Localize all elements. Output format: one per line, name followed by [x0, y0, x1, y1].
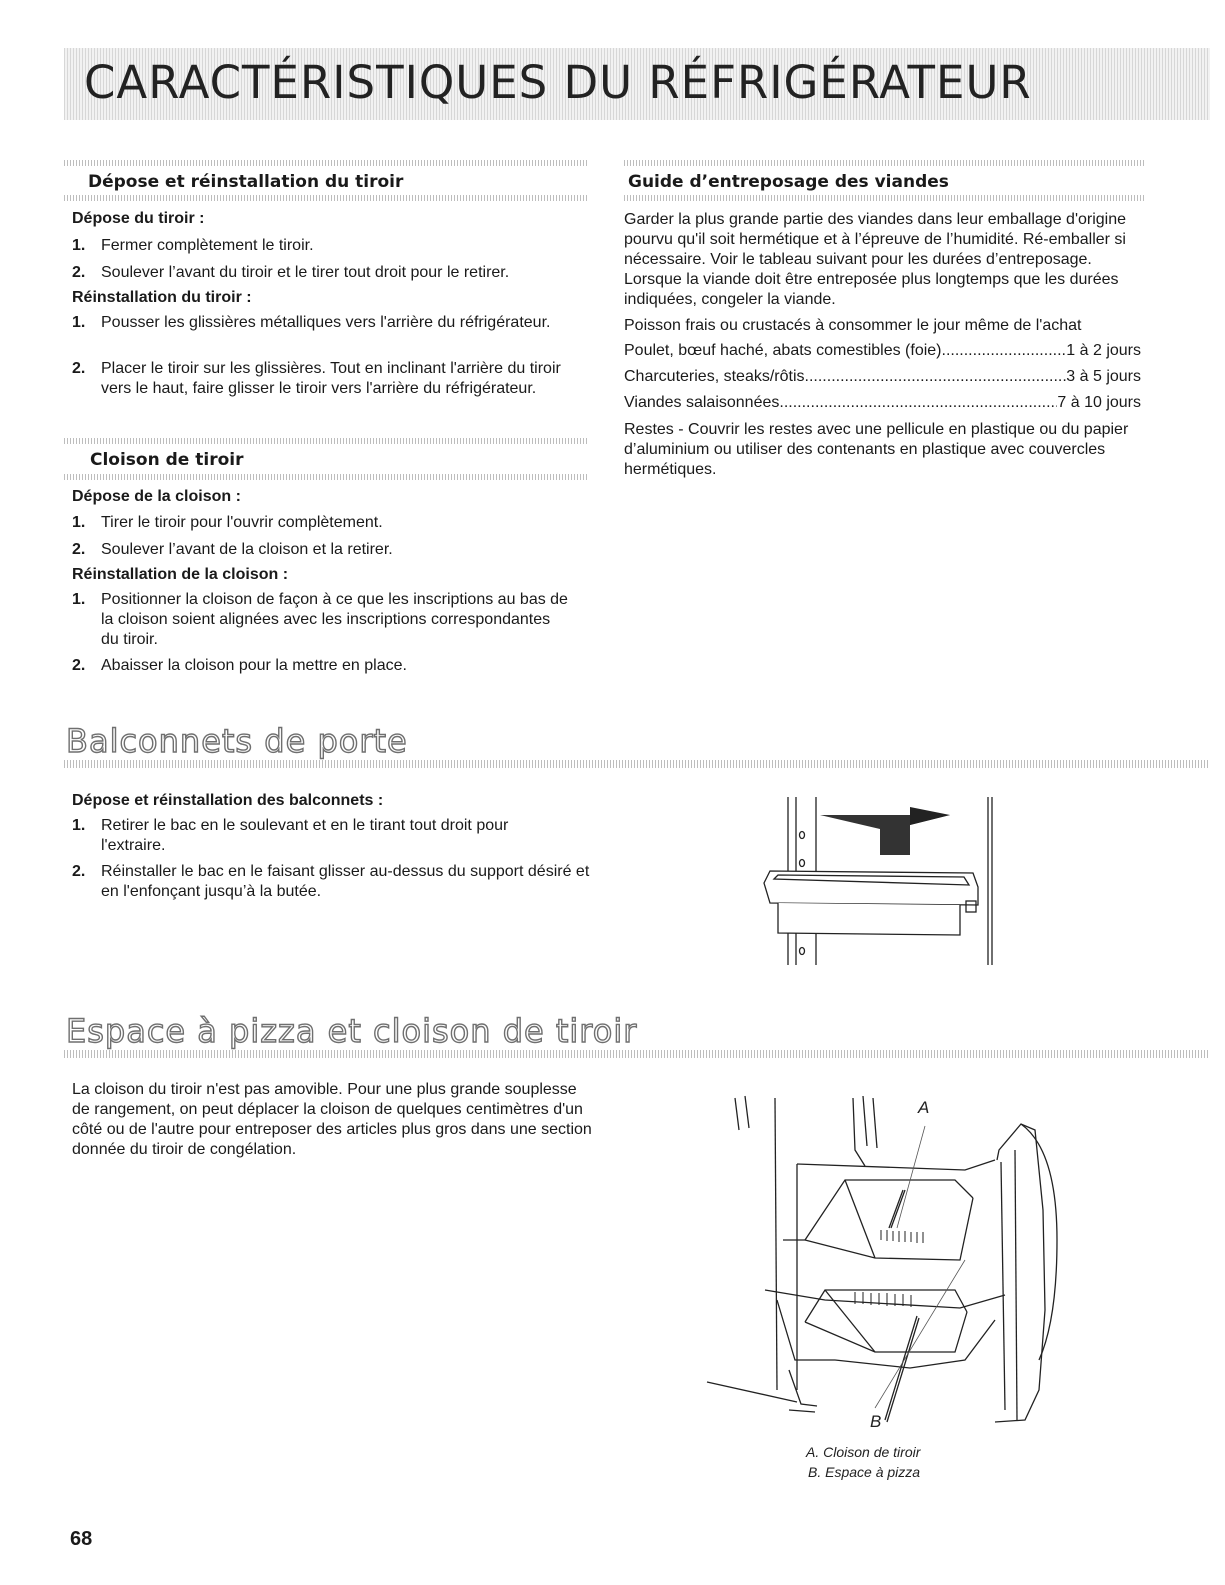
figure-caption-a: A. Cloison de tiroir: [806, 1444, 921, 1460]
drawer-install-step: 2. Placer le tiroir sur les glissières. Tout en inclinant l'arrière du tiroir vers le haut, faire glisser le tiroir vers l'arrière du réfrigérateur.: [72, 360, 561, 397]
divider-section-bar-top: [64, 438, 588, 444]
divider-section-title: Cloison de tiroir: [90, 450, 244, 470]
figure-caption-b: B. Espace à pizza: [808, 1464, 921, 1480]
meat-storage-row: Poulet, bœuf haché, abats comestibles (foie) ..... 1 à 2 jours: [624, 342, 1141, 360]
meat-storage-row: Charcuteries, steaks/rôtis ..... 3 à 5 jours: [624, 368, 1141, 386]
page-number: 68: [70, 1528, 93, 1550]
drawer-removal-step: 2. Soulever l’avant du tiroir et le tirer tout droit pour le retirer.: [72, 264, 510, 281]
meat-guide-bar-bottom: [624, 195, 1144, 201]
page-title: CARACTÉRISTIQUES DU RÉFRIGÉRATEUR: [84, 56, 1032, 109]
divider-removal-step: 1. Tirer le tiroir pour l'ouvrir complètement.: [72, 514, 383, 531]
meat-guide-title: Guide d’entreposage des viandes: [628, 172, 949, 192]
divider-install-step: 2. Abaisser la cloison pour la mettre en place.: [72, 657, 407, 674]
callout-label-a: A: [918, 1098, 930, 1117]
meat-guide-leftovers: Restes - Couvrir les restes avec une pellicule en plastique ou du papier d’aluminium ou utiliser des contenants en plastique avec couvercles hermétiques.: [624, 421, 1129, 478]
drawer-install-step: 1. Pousser les glissières métalliques vers l'arrière du réfrigérateur.: [72, 314, 551, 331]
drawer-section-bar-top: [64, 160, 588, 166]
door-bins-heading: Dépose et réinstallation des balconnets :: [72, 792, 384, 809]
door-bin-illustration: [760, 795, 1005, 970]
drawer-removal-step: 1. Fermer complètement le tiroir.: [72, 237, 314, 254]
door-bins-step: 1. Retirer le bac en le soulevant et en le tirant tout droit pour l'extraire.: [72, 817, 509, 854]
divider-install-heading: Réinstallation de la cloison :: [72, 566, 289, 583]
door-bins-step: 2. Réinstaller le bac en le faisant glisser au-dessus du support désiré et en l'enfonçant jusqu’à la butée.: [72, 863, 590, 900]
insert-arrow-icon: [820, 815, 950, 855]
divider-removal-step: 2. Soulever l’avant de la cloison et la retirer.: [72, 541, 393, 558]
callout-label-b: B: [870, 1412, 882, 1431]
drawer-section-title: Dépose et réinstallation du tiroir: [88, 172, 404, 192]
divider-removal-heading: Dépose de la cloison :: [72, 488, 241, 505]
drawer-removal-heading: Dépose du tiroir :: [72, 210, 205, 227]
freezer-drawer-illustration: [705, 1090, 1065, 1435]
pizza-section-title-bar: [64, 1050, 1210, 1058]
meat-guide-fish-line: Poisson frais ou crustacés à consommer le jour même de l'achat: [624, 317, 1082, 334]
page-title-banner: [64, 48, 1210, 120]
door-bins-title: Balconnets de porte: [66, 722, 408, 760]
drawer-section-bar-bottom: [64, 195, 588, 201]
meat-guide-bar-top: [624, 160, 1144, 166]
pizza-section-body: La cloison du tiroir n'est pas amovible. Pour une plus grande souplesse de rangement, on peut déplacer la cloison de quelques centimètres d'un côté ou de l'autre pour entreposer des articles plus gros dans une section donnée du tiroir de congélation.: [72, 1081, 592, 1158]
divider-install-step: 1. Positionner la cloison de façon à ce que les inscriptions au bas de la cloison soient alignées avec les inscriptions correspondantes du tiroir.: [72, 591, 568, 648]
door-bins-title-bar: [64, 760, 1210, 768]
drawer-install-heading: Réinstallation du tiroir :: [72, 289, 252, 306]
meat-guide-intro: Garder la plus grande partie des viandes dans leur emballage d'origine pourvu qu'il soit hermétique et à l’épreuve de l’humidité. Ré-emballer si nécessaire. Voir le tableau suivant pour les durées d’entreposage. Lorsque la viande doit être entreposée plus longtemps que les durées indiquées, congeler la viande.: [624, 211, 1127, 308]
meat-storage-row: Viandes salaisonnées ..... 7 à 10 jours: [624, 394, 1141, 412]
divider-section-bar-bottom: [64, 474, 588, 480]
pizza-section-title: Espace à pizza et cloison de tiroir: [66, 1012, 638, 1050]
